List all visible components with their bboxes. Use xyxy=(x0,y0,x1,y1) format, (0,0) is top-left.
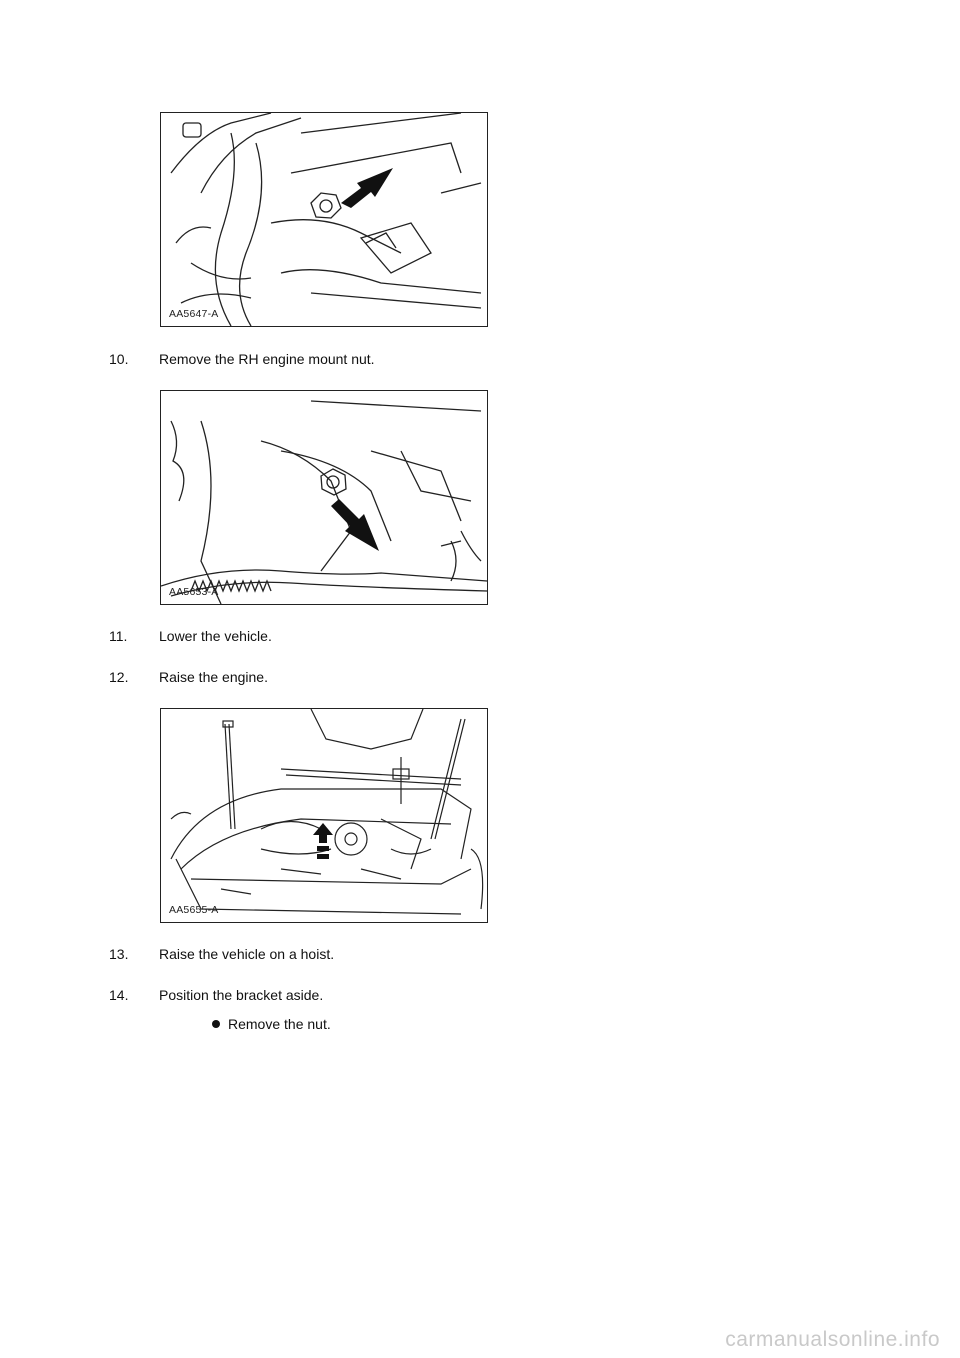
watermark: carmanualsonline.info xyxy=(725,1328,940,1351)
step-text: Remove the RH engine mount nut. xyxy=(159,351,375,367)
illustration-raise-engine xyxy=(160,708,488,923)
arrow-icon xyxy=(341,168,393,208)
step-11 xyxy=(109,627,272,645)
step-number: 13. xyxy=(109,946,129,962)
rh-engine-mount-drawing xyxy=(161,391,487,604)
step-number: 11. xyxy=(109,628,128,644)
figure-code: AA5655-A xyxy=(169,904,219,916)
step-text: Lower the vehicle. xyxy=(159,628,272,644)
illustration-engine-mount-bolt xyxy=(160,112,488,327)
arrow-icon xyxy=(331,499,379,551)
step-10 xyxy=(109,350,375,368)
step-text: Raise the vehicle on a hoist. xyxy=(159,946,335,962)
step-number: 12. xyxy=(109,669,129,685)
step-12 xyxy=(109,668,268,686)
step-text: Position the bracket aside. xyxy=(159,987,324,1003)
arrow-up-icon xyxy=(313,823,333,843)
bullet-icon xyxy=(212,1020,220,1028)
engine-mount-drawing xyxy=(161,113,487,326)
substep-text: Remove the nut. xyxy=(228,1016,331,1032)
step-13 xyxy=(109,945,334,963)
step-text: Raise the engine. xyxy=(159,669,268,685)
engine-support-drawing xyxy=(161,709,487,922)
substep-remove-nut xyxy=(212,1015,331,1033)
illustration-rh-engine-mount-nut xyxy=(160,390,488,605)
figure-code: AA5653-A xyxy=(169,586,219,598)
figure-code: AA5647-A xyxy=(169,308,219,320)
step-number: 14. xyxy=(109,987,129,1003)
step-number: 10. xyxy=(109,351,129,367)
step-14 xyxy=(109,986,323,1004)
